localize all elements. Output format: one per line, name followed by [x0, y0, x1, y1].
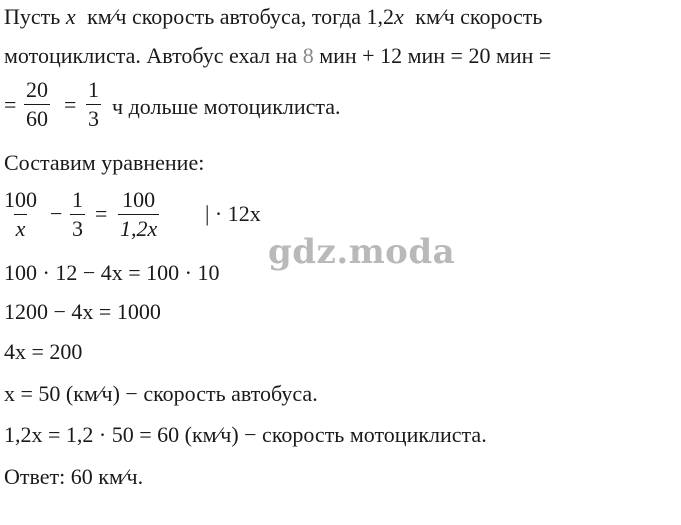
fraction-20-60-denominator: 60 [26, 106, 48, 131]
equation-fraction-1-3 [70, 188, 85, 241]
unit-kmh: км⁄ч [87, 4, 127, 29]
line-1-prefix: Пусть [4, 4, 61, 29]
line-4-heading: Составим уравнение: [4, 150, 205, 175]
step-line-4: x = 50 (км⁄ч) − скорость автобуса. [4, 381, 318, 406]
variable-x: x [65, 4, 76, 29]
line-2-number-8: 8 [302, 43, 314, 68]
equation-fraction-100-x [2, 188, 39, 241]
fraction-20-60 [24, 78, 50, 131]
step-line-1: 100 · 12 − 4x = 100 · 10 [4, 260, 220, 285]
line-1-mid: скорость автобуса, тогда 1,2 [131, 4, 395, 29]
fraction-1-3 [86, 78, 101, 131]
line-3-tail: ч дольше мотоциклиста. [112, 94, 341, 119]
equation-fraction-100-x-denominator: x [15, 216, 26, 241]
equation-fraction-100-1-2x-numerator: 100 [122, 187, 156, 212]
fraction-1-3-denominator: 3 [88, 106, 99, 131]
line-3-equals-2: = [64, 92, 77, 117]
equation-fraction-100-x-numerator: 100 [4, 187, 37, 212]
line-2-text-c: мин + 12 мин = 20 мин = [313, 43, 552, 68]
equation-fraction-100-1-2x [118, 188, 159, 241]
variable-x-2: x [394, 4, 404, 29]
unit-kmh-2: км⁄ч [415, 4, 455, 29]
watermark-logo: gdz.moda [268, 232, 456, 272]
fraction-1-3-numerator: 1 [88, 77, 99, 102]
answer-line: Ответ: 60 км⁄ч. [4, 464, 144, 489]
step-line-3: 4x = 200 [4, 339, 83, 364]
line-2 [4, 43, 551, 69]
line-1 [4, 4, 542, 30]
fraction-20-60-numerator: 20 [26, 77, 48, 102]
step-line-5: 1,2x = 1,2 · 50 = 60 (км⁄ч) − скорость мотоциклиста. [4, 422, 487, 447]
equation-multiplier: | · 12x [205, 201, 261, 226]
equation-fraction-1-3-numerator: 1 [72, 187, 83, 212]
line-2-text-a: мотоциклиста. Автобус ехал на [4, 43, 303, 68]
equation-fraction-1-3-denominator: 3 [72, 216, 83, 241]
line-3-equals-1: = [4, 92, 17, 117]
equation-equals: = [95, 201, 108, 226]
line-1-suffix: скорость [460, 4, 543, 29]
step-line-2: 1200 − 4x = 1000 [4, 299, 161, 324]
equation-fraction-100-1-2x-denominator: 1,2x [120, 216, 158, 241]
equation-minus: − [50, 201, 63, 226]
